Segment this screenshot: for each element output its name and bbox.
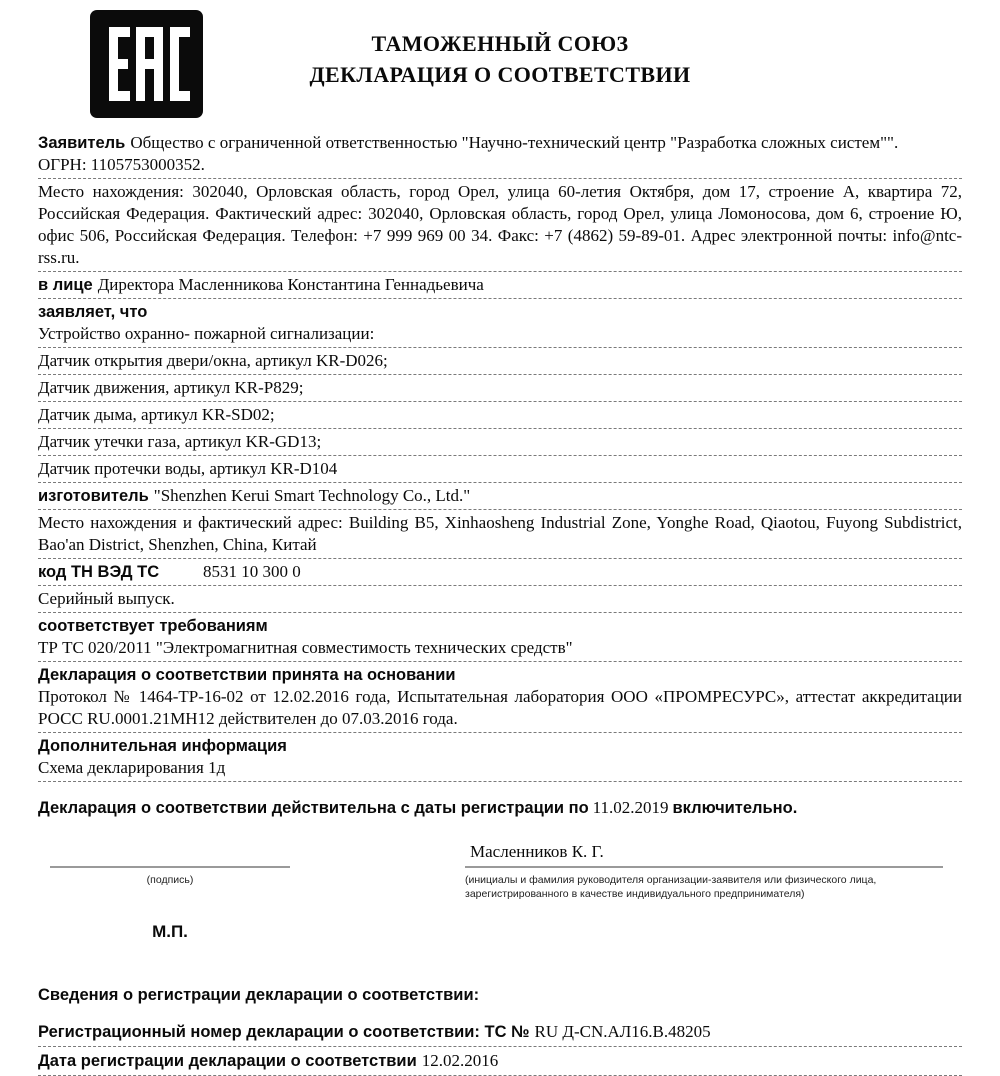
title-line-2: ДЕКЛАРАЦИЯ О СООТВЕТСТВИИ: [309, 62, 691, 87]
additional-text: Схема декларирования 1д: [38, 757, 962, 782]
applicant-address: Место нахождения: 302040, Орловская область, город Орел, улица 60-летия Октября, дом 17, строение А, квартира 72, Российская Федерация. Фактический адрес: 302040, Орловская область, город Орел, улица Ломоносова, дом 6, строение Ю, офис 506, Российская Федерация. Телефон: +7 999 969 00 34. Факс: +7 (4862) 59-89-01. Адрес электронной почты: info@ntc-rss.ru.: [38, 181, 962, 272]
applicant-line: [38, 132, 962, 154]
product-item: Датчик движения, артикул KR-P829;: [38, 377, 962, 402]
head-name-caption: (инициалы и фамилия руководителя организации-заявителя или физического лица, зарегистрированного в качестве индивидуального предпринимателя): [465, 874, 877, 900]
signature-left-column: [50, 842, 350, 942]
manufacturer-address: Место нахождения и фактический адрес: Building B5, Xinhaosheng Industrial Zone, Yonghe Road, Qiaotou, Fuyong Subdistrict, Bao'an District, Shenzhen, China, Китай: [38, 512, 962, 559]
product-item: Датчик дыма, артикул KR-SD02;: [38, 404, 962, 429]
applicant-label: Заявитель: [38, 134, 126, 152]
basis-text: Протокол № 1464-ТР-16-02 от 12.02.2016 года, Испытательная лаборатория ООО «ПРОМРЕСУРС», аттестат аккредитации РОСС RU.0001.21МН12 действителен до 07.03.2016 года.: [38, 686, 962, 733]
requirements-heading: [38, 615, 962, 637]
in-person-line: [38, 274, 962, 299]
tnved-value: 8531 10 300 0: [203, 562, 301, 581]
product-item: Датчик протечки воды, артикул KR-D104: [38, 458, 962, 483]
declares-line: [38, 301, 962, 323]
manufacturer-line: [38, 485, 962, 510]
declares-label: заявляет, что: [38, 303, 148, 321]
serial-line: Серийный выпуск.: [38, 588, 962, 613]
head-name: Масленников К. Г.: [470, 842, 604, 861]
additional-heading: [38, 735, 962, 757]
registration-number-value: RU Д-CN.АЛ16.B.48205: [534, 1022, 711, 1041]
registration-number-line: [38, 1021, 962, 1047]
in-person-label: в лице: [38, 276, 93, 294]
additional-label: Дополнительная информация: [38, 737, 287, 755]
product-intro: Устройство охранно- пожарной сигнализации:: [38, 323, 962, 348]
validity-date: 11.02.2019: [592, 798, 669, 817]
eac-logo-icon: [90, 10, 203, 118]
basis-label: Декларация о соответствии принята на основании: [38, 666, 456, 684]
document-header: [38, 8, 962, 132]
ogrn-line: ОГРН: 1105753000352.: [38, 155, 205, 174]
basis-heading: [38, 664, 962, 686]
registration-number-label: Регистрационный номер декларации о соответствии: ТС №: [38, 1023, 530, 1041]
validity-after: включительно.: [672, 799, 798, 817]
registration-section: [38, 986, 962, 1076]
requirements-label: соответствует требованиям: [38, 617, 268, 635]
tnved-line: [38, 561, 962, 586]
signature-section: [38, 842, 962, 942]
product-item: Датчик утечки газа, артикул KR-GD13;: [38, 431, 962, 456]
manufacturer-name: "Shenzhen Kerui Smart Technology Co., Ltd.": [153, 486, 471, 505]
title-line-1: ТАМОЖЕННЫЙ СОЮЗ: [371, 31, 629, 56]
registration-heading: Сведения о регистрации декларации о соответствии:: [38, 986, 480, 1004]
stamp-place-label: М.П.: [152, 922, 188, 941]
applicant-block: [38, 132, 962, 179]
applicant-name: Общество с ограниченной ответственностью "Научно-технический центр "Разработка сложных систем"".: [130, 133, 899, 152]
registration-date-label: Дата регистрации декларации о соответствии: [38, 1052, 417, 1070]
registration-date-line: [38, 1050, 962, 1076]
product-item: Датчик открытия двери/окна, артикул KR-D026;: [38, 350, 962, 375]
signature-right-column: [465, 842, 943, 942]
in-person-value: Директора Масленникова Константина Геннадьевича: [97, 275, 484, 294]
validity-before: Декларация о соответствии действительна с даты регистрации по: [38, 799, 589, 817]
tnved-label: код ТН ВЭД ТС: [38, 563, 160, 581]
manufacturer-label: изготовитель: [38, 487, 149, 505]
validity-line: [38, 798, 962, 818]
registration-date-value: 12.02.2016: [421, 1051, 499, 1070]
requirements-text: ТР ТС 020/2011 "Электромагнитная совместимость технических средств": [38, 637, 962, 662]
signature-caption: (подпись): [146, 874, 194, 886]
